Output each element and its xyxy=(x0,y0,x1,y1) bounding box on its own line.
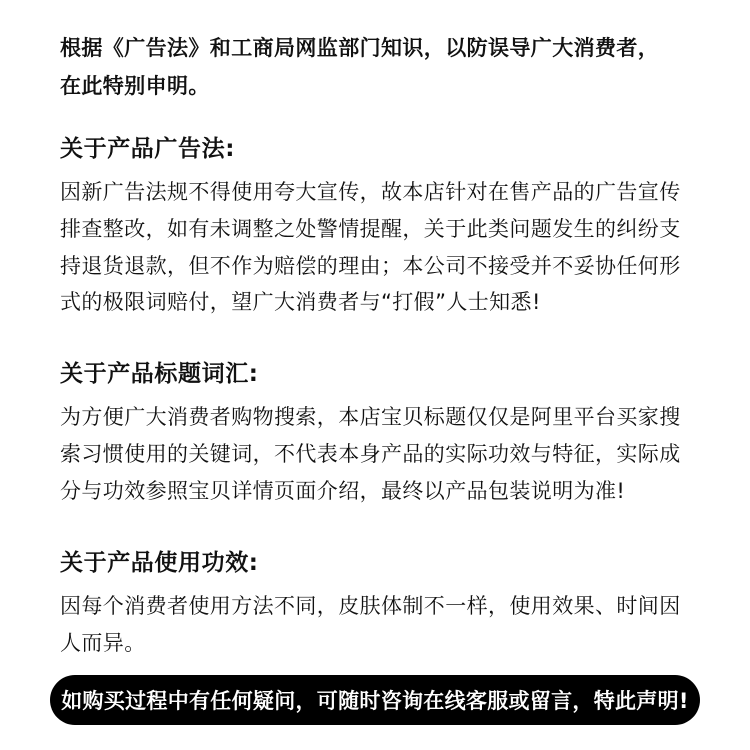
section-heading-effects: 关于产品使用功效: xyxy=(60,550,259,576)
section-title-words-line-2: 索习惯使用的关键词，不代表本身产品的实际功效与特征，实际成 xyxy=(60,442,681,466)
section-heading-title-words: 关于产品标题词汇: xyxy=(60,361,259,387)
intro-line-1: 根据《广告法》和工商局网监部门知识，以防误导广大消费者， xyxy=(60,36,660,60)
section-heading-ad-law: 关于产品广告法: xyxy=(60,136,235,162)
section-title-words-line-3: 分与功效参照宝贝详情页面介绍，最终以产品包装说明为准! xyxy=(60,479,626,503)
contact-banner-text: 如购买过程中有任何疑问，可随时咨询在线客服或留言，特此声明! xyxy=(61,689,689,713)
section-ad-law-line-2: 排查整改，如有未调整之处警情提醒，关于此类问题发生的纠纷支 xyxy=(60,217,681,241)
section-ad-law-line-3: 持退货退款，但不作为赔偿的理由；本公司不接受并不妥协任何形 xyxy=(60,254,681,278)
section-title-words-line-1: 为方便广大消费者购物搜索，本店宝贝标题仅仅是阿里平台买家搜 xyxy=(60,405,681,429)
section-effects-line-1: 因每个消费者使用方法不同，皮肤体制不一样，使用效果、时间因 xyxy=(60,594,681,618)
section-ad-law-line-4: 式的极限词赔付，望广大消费者与“打假”人士知悉! xyxy=(60,290,541,314)
intro-line-2: 在此特别申明。 xyxy=(60,74,210,98)
section-effects-line-2: 人而异。 xyxy=(60,631,146,655)
contact-banner xyxy=(50,675,700,725)
section-ad-law-line-1: 因新广告法规不得使用夸大宣传，故本店针对在售产品的广告宣传 xyxy=(60,180,681,204)
